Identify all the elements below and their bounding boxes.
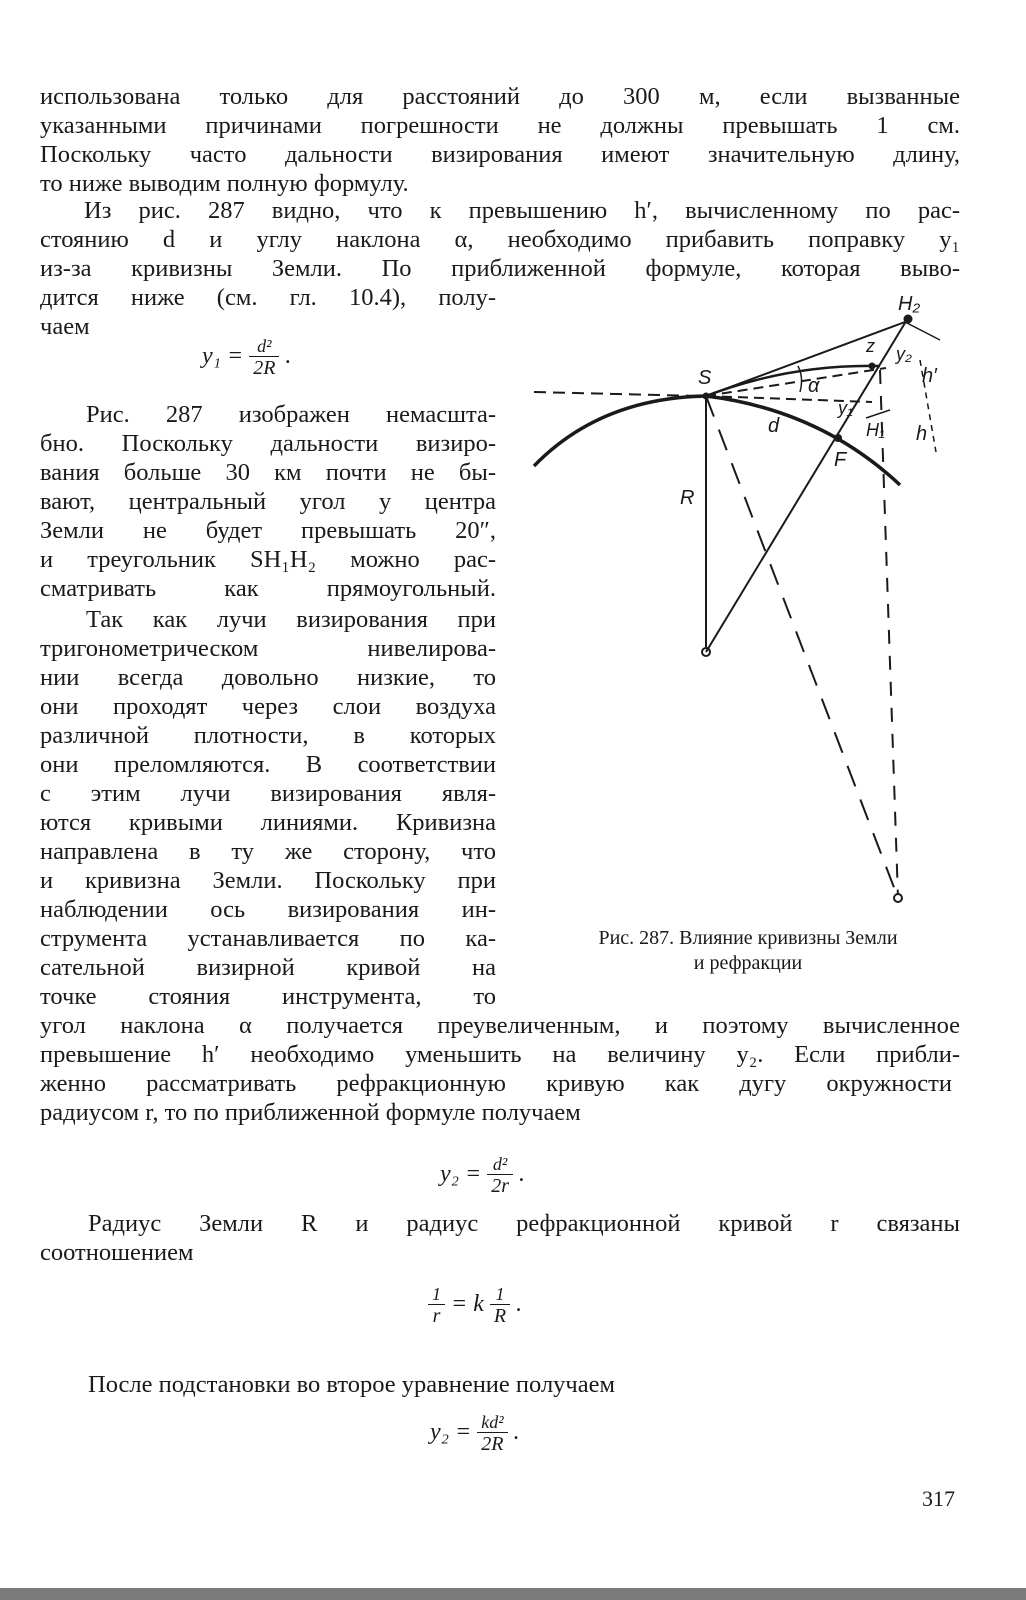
text-line: направлена в ту же сторону, что <box>40 838 496 865</box>
text-line: бно. Поскольку дальности визиро- <box>40 430 496 457</box>
label-r: R <box>680 487 695 509</box>
label-z: z <box>866 336 875 356</box>
text-line: указанными причинами погрешности не должны превышать 1 см. <box>40 112 960 139</box>
text-line: сматривать как прямоугольный. <box>40 575 496 602</box>
text-line: Рис. 287 изображен немасшта- <box>86 401 496 428</box>
text-line: Из рис. 287 видно, что к превышению h′, вычисленному по рас- <box>84 197 960 224</box>
point-f <box>834 434 842 442</box>
formula-middle: = k <box>451 1291 484 1318</box>
radius-to-h2-line <box>706 318 908 652</box>
text-line: превышение h′ необходимо уменьшить на величину y₂. Если прибли- <box>40 1041 960 1068</box>
text-line: После подстановки во второе уравнение получаем <box>88 1371 616 1398</box>
fraction-denominator: 2R <box>481 1433 504 1455</box>
fraction-denominator: r <box>432 1305 441 1327</box>
label-f: F <box>834 449 847 471</box>
dashed-line-to-bottom <box>706 396 898 898</box>
formula-lhs: y₁ = <box>202 343 244 370</box>
fraction-denominator: 2R <box>253 357 276 379</box>
formula-end: . <box>513 1419 520 1446</box>
text-line: угол наклона α получается преувеличенным, и поэтому вычисленное <box>40 1012 960 1039</box>
text-line: ются кривыми линиями. Кривизна <box>40 809 496 836</box>
label-y1: y₁ <box>838 398 853 418</box>
text-line: Радиус Земли R и радиус рефракционной кривой r связаны <box>88 1210 960 1237</box>
label-alpha: α <box>808 375 820 397</box>
text-line: Поскольку часто дальности визирования имеют значительную длину, <box>40 141 960 168</box>
text-line: стоянию d и углу наклона α, необходимо прибавить поправку y₁ <box>40 226 960 253</box>
text-line: и кривизна Земли. Поскольку при <box>40 867 496 894</box>
text-line: дится ниже (см. гл. 10.4), полу- <box>40 284 496 311</box>
dimension-h-prime <box>905 322 940 340</box>
text-line: женно рассматривать рефракционную кривую как дугу окружности <box>40 1070 952 1097</box>
text-line: они преломляются. В соответствии <box>40 751 496 778</box>
label-h-prime: h′ <box>922 365 937 387</box>
fraction-numerator: kd² <box>477 1412 507 1433</box>
fraction-denominator: 2r <box>491 1175 509 1197</box>
label-h2: H₂ <box>898 293 921 315</box>
text-line: сательной визирной кривой на <box>40 954 496 981</box>
sight-line-h2 <box>706 322 905 396</box>
label-d: d <box>768 415 780 437</box>
formula-end: . <box>285 343 292 370</box>
horizontal-dashed-line <box>534 392 700 396</box>
formula-lhs: y₂ = <box>430 1419 472 1446</box>
text-line: радиусом r, то по приближенной формуле получаем <box>40 1099 581 1126</box>
point-h1 <box>869 363 876 370</box>
bottom-point <box>894 894 902 902</box>
label-h1: H₁ <box>866 420 885 440</box>
formula-lhs: y₂ = <box>440 1161 482 1188</box>
text-line: соотношением <box>40 1239 194 1266</box>
text-line: нии всегда довольно низкие, то <box>40 664 496 691</box>
dimension-h1-tick <box>866 410 890 418</box>
formula-end: . <box>519 1161 525 1188</box>
text-line: Земли не будет превышать 20″, <box>40 517 496 544</box>
text-line: использована только для расстояний до 300 м, если вызванные <box>40 83 960 110</box>
text-line: тригонометрическом нивелирова- <box>40 635 496 662</box>
label-y2: y₂ <box>896 344 912 364</box>
text-line: вают, центральный угол у центра <box>40 488 496 515</box>
text-line: то ниже выводим полную формулу. <box>40 170 409 197</box>
text-line: из-за кривизны Земли. По приближенной формуле, которая выво- <box>40 255 960 282</box>
fraction-denominator: R <box>493 1305 507 1327</box>
caption-line: и рефракции <box>693 952 803 974</box>
refracted-sight-curve <box>706 366 880 396</box>
figure-caption <box>528 926 968 976</box>
text-line: различной плотности, в которых <box>40 722 496 749</box>
text-line: и треугольник SH₁H₂ можно рас- <box>40 546 496 573</box>
caption-line: Рис. 287. Влияние кривизны Земли <box>598 927 898 949</box>
text-line: точке стояния инструмента, то <box>40 983 496 1010</box>
point-h2 <box>904 315 913 324</box>
fraction-numerator: 1 <box>428 1284 445 1305</box>
vertical-dashed-line <box>880 370 898 898</box>
text-line: они проходят через слои воздуха <box>40 693 496 720</box>
point-s <box>703 393 710 400</box>
fraction-numerator: d² <box>249 336 279 357</box>
text-line: с этим лучи визирования явля- <box>40 780 496 807</box>
text-line: Так как лучи визирования при <box>86 606 496 633</box>
fraction-numerator: d² <box>487 1154 513 1175</box>
text-line: струмента устанавливается по ка- <box>40 925 496 952</box>
scan-edge-bar <box>0 1588 1026 1600</box>
text-line: наблюдении ось визирования ин- <box>40 896 496 923</box>
page-number: 317 <box>922 1486 955 1511</box>
fraction-numerator: 1 <box>490 1284 510 1305</box>
text-line: чаем <box>40 313 90 340</box>
label-s: S <box>698 367 712 389</box>
text-line: вания больше 30 км почти не бы- <box>40 459 496 486</box>
label-h: h <box>916 423 928 445</box>
formula-end: . <box>516 1291 523 1318</box>
